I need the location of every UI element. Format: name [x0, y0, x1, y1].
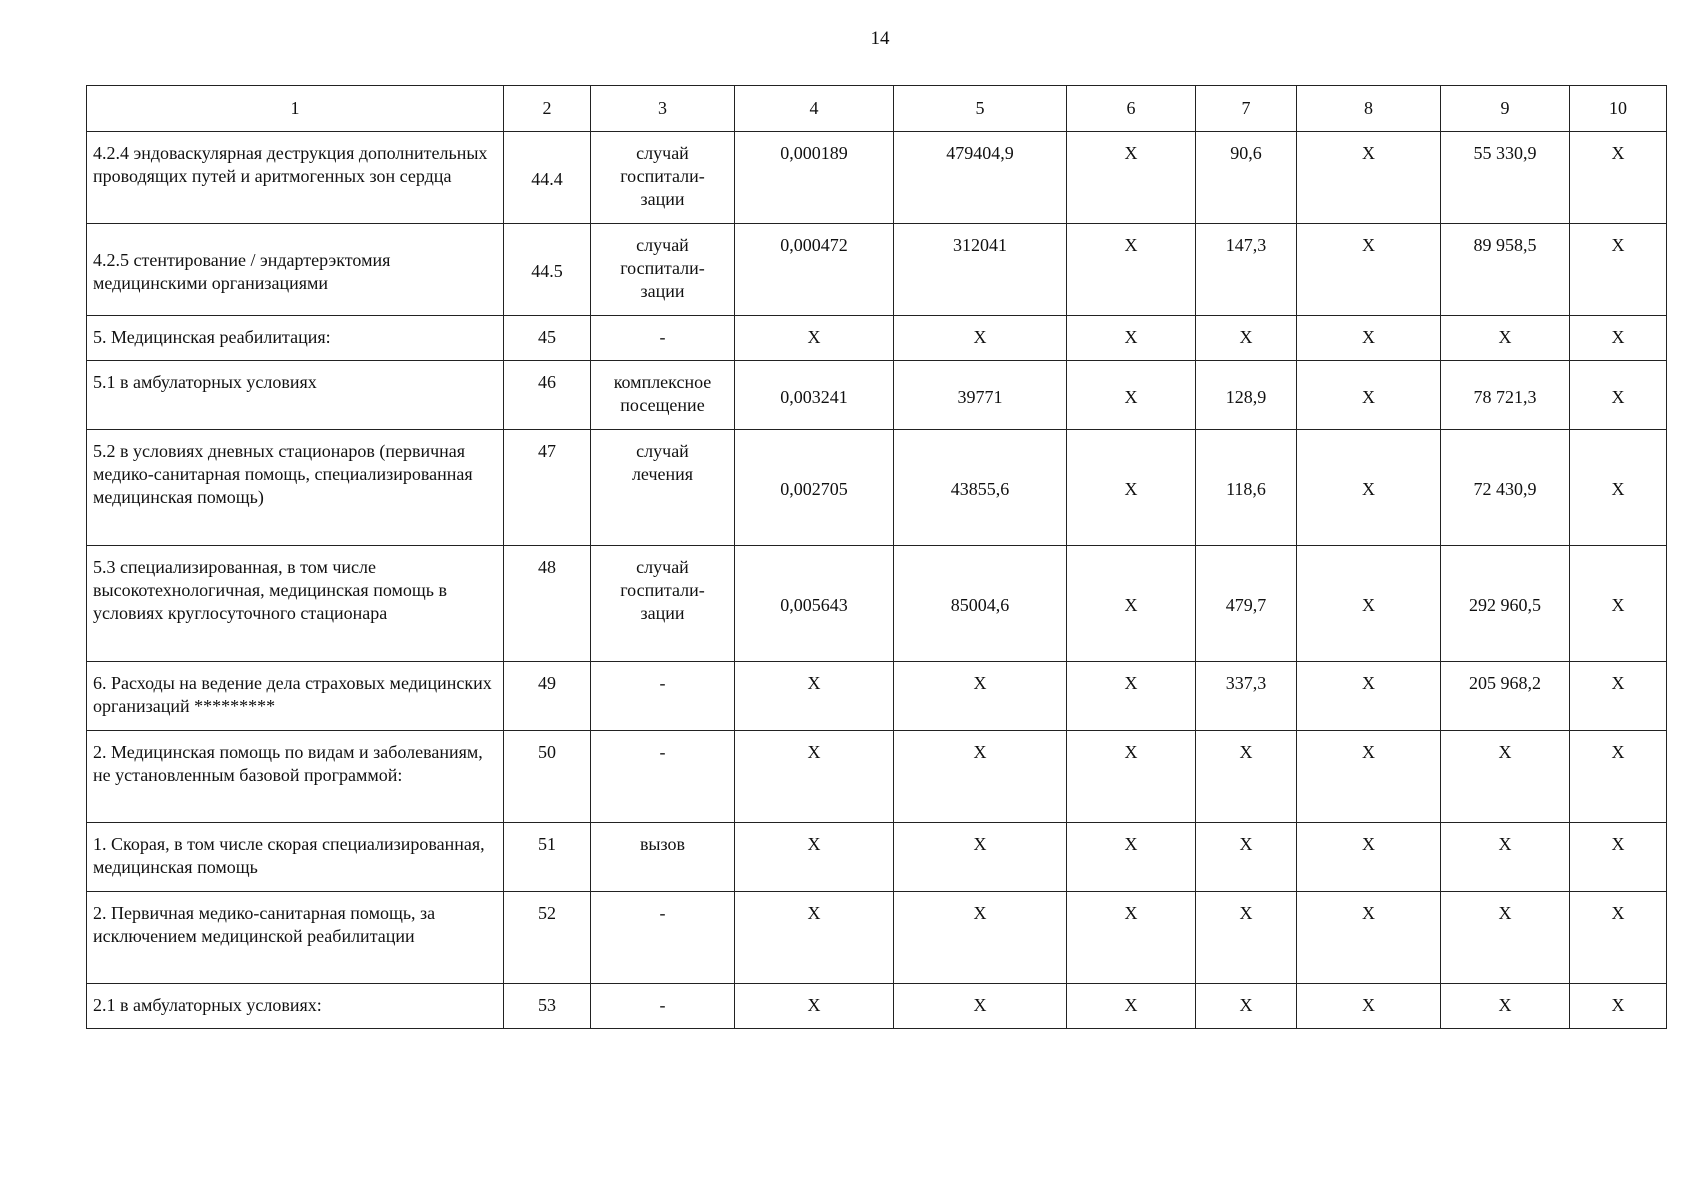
row-name: 5.2 в условиях дневных стационаров (первичная медико-санитарная помощь, специализированная медицинская помощь) — [87, 430, 504, 546]
header-cell: 6 — [1067, 86, 1196, 132]
row-unit: - — [591, 316, 735, 361]
cell-col8: Х — [1297, 430, 1441, 546]
cell-col10: Х — [1570, 316, 1667, 361]
row-code: 46 — [504, 361, 591, 430]
row-name: 1. Скорая, в том числе скорая специализированная, медицинская помощь — [87, 823, 504, 892]
cell-col9: 89 958,5 — [1441, 224, 1570, 316]
row-unit: случай госпитали- зации — [591, 224, 735, 316]
table-row — [87, 892, 1667, 984]
cell-col4: 0,003241 — [735, 361, 894, 430]
row-unit: - — [591, 892, 735, 984]
cell-col10: Х — [1570, 546, 1667, 662]
cell-col4: Х — [735, 662, 894, 731]
row-code: 52 — [504, 892, 591, 984]
cell-col10: Х — [1570, 361, 1667, 430]
cell-col8: Х — [1297, 662, 1441, 731]
cell-col8: Х — [1297, 984, 1441, 1029]
table-row — [87, 731, 1667, 823]
header-cell: 4 — [735, 86, 894, 132]
cell-col5: Х — [894, 892, 1067, 984]
header-cell: 5 — [894, 86, 1067, 132]
cell-col4: Х — [735, 316, 894, 361]
row-code: 50 — [504, 731, 591, 823]
cell-col6: Х — [1067, 430, 1196, 546]
cell-col6: Х — [1067, 316, 1196, 361]
cell-col9: Х — [1441, 892, 1570, 984]
row-code: 44.4 — [504, 132, 591, 224]
cell-col7: Х — [1196, 892, 1297, 984]
cell-col8: Х — [1297, 823, 1441, 892]
cell-col9: Х — [1441, 984, 1570, 1029]
cell-col8: Х — [1297, 731, 1441, 823]
cell-col4: 0,000189 — [735, 132, 894, 224]
cell-col7: Х — [1196, 984, 1297, 1029]
row-code: 49 — [504, 662, 591, 731]
cell-col6: Х — [1067, 731, 1196, 823]
table-row — [87, 662, 1667, 731]
header-cell: 3 — [591, 86, 735, 132]
row-name: 5.3 специализированная, в том числе высокотехнологичная, медицинская помощь в условиях круглосуточного стационара — [87, 546, 504, 662]
row-code: 51 — [504, 823, 591, 892]
cell-col4: Х — [735, 984, 894, 1029]
cell-col9: Х — [1441, 731, 1570, 823]
row-name: 2.1 в амбулаторных условиях: — [87, 984, 504, 1029]
cell-col5: 479404,9 — [894, 132, 1067, 224]
cell-col4: Х — [735, 731, 894, 823]
cell-col6: Х — [1067, 984, 1196, 1029]
cell-col7: 118,6 — [1196, 430, 1297, 546]
cell-col7: 337,3 — [1196, 662, 1297, 731]
row-name: 5. Медицинская реабилитация: — [87, 316, 504, 361]
cell-col5: 43855,6 — [894, 430, 1067, 546]
header-row — [87, 86, 1667, 132]
cell-col4: Х — [735, 892, 894, 984]
cell-col5: Х — [894, 823, 1067, 892]
cell-col4: 0,002705 — [735, 430, 894, 546]
cell-col7: Х — [1196, 823, 1297, 892]
cell-col10: Х — [1570, 731, 1667, 823]
row-unit: случай лечения — [591, 430, 735, 546]
row-code: 45 — [504, 316, 591, 361]
cell-col9: 55 330,9 — [1441, 132, 1570, 224]
row-name: 5.1 в амбулаторных условиях — [87, 361, 504, 430]
cell-col6: Х — [1067, 224, 1196, 316]
cell-col4: 0,005643 — [735, 546, 894, 662]
header-cell: 9 — [1441, 86, 1570, 132]
row-code: 47 — [504, 430, 591, 546]
table-row — [87, 984, 1667, 1029]
cell-col10: Х — [1570, 662, 1667, 731]
header-cell: 1 — [87, 86, 504, 132]
cell-col6: Х — [1067, 132, 1196, 224]
cell-col5: Х — [894, 662, 1067, 731]
cell-col8: Х — [1297, 132, 1441, 224]
row-code: 53 — [504, 984, 591, 1029]
cell-col9: 205 968,2 — [1441, 662, 1570, 731]
cell-col9: 72 430,9 — [1441, 430, 1570, 546]
row-unit: вызов — [591, 823, 735, 892]
cell-col10: Х — [1570, 984, 1667, 1029]
cell-col5: Х — [894, 984, 1067, 1029]
row-code: 48 — [504, 546, 591, 662]
header-cell: 2 — [504, 86, 591, 132]
table-row — [87, 361, 1667, 430]
cell-col6: Х — [1067, 823, 1196, 892]
cell-col7: 479,7 — [1196, 546, 1297, 662]
table-row — [87, 430, 1667, 546]
cell-col10: Х — [1570, 132, 1667, 224]
table-row — [87, 823, 1667, 892]
row-name: 2. Медицинская помощь по видам и заболеваниям, не установленным базовой программой: — [87, 731, 504, 823]
header-cell: 10 — [1570, 86, 1667, 132]
row-name: 6. Расходы на ведение дела страховых медицинских организаций ********* — [87, 662, 504, 731]
row-unit: - — [591, 731, 735, 823]
cell-col9: Х — [1441, 823, 1570, 892]
cell-col6: Х — [1067, 361, 1196, 430]
row-name: 4.2.4 эндоваскулярная деструкция дополнительных проводящих путей и аритмогенных зон сердца — [87, 132, 504, 224]
row-name: 2. Первичная медико-санитарная помощь, за исключением медицинской реабилитации — [87, 892, 504, 984]
row-unit: - — [591, 662, 735, 731]
cell-col5: 312041 — [894, 224, 1067, 316]
row-unit: случай госпитали- зации — [591, 132, 735, 224]
data-table — [86, 85, 1667, 1029]
cell-col8: Х — [1297, 316, 1441, 361]
cell-col4: Х — [735, 823, 894, 892]
cell-col8: Х — [1297, 361, 1441, 430]
cell-col8: Х — [1297, 224, 1441, 316]
cell-col9: 292 960,5 — [1441, 546, 1570, 662]
cell-col10: Х — [1570, 430, 1667, 546]
cell-col7: 90,6 — [1196, 132, 1297, 224]
cell-col6: Х — [1067, 546, 1196, 662]
cell-col5: 85004,6 — [894, 546, 1067, 662]
cell-col8: Х — [1297, 546, 1441, 662]
cell-col9: 78 721,3 — [1441, 361, 1570, 430]
cell-col8: Х — [1297, 892, 1441, 984]
table-row — [87, 132, 1667, 224]
table-row — [87, 316, 1667, 361]
cell-col7: 128,9 — [1196, 361, 1297, 430]
table-row — [87, 546, 1667, 662]
row-unit: комплексное посещение — [591, 361, 735, 430]
table-row — [87, 224, 1667, 316]
cell-col7: Х — [1196, 316, 1297, 361]
cell-col9: Х — [1441, 316, 1570, 361]
cell-col5: Х — [894, 731, 1067, 823]
cell-col4: 0,000472 — [735, 224, 894, 316]
cell-col5: Х — [894, 316, 1067, 361]
header-cell: 7 — [1196, 86, 1297, 132]
row-unit: - — [591, 984, 735, 1029]
cell-col10: Х — [1570, 892, 1667, 984]
cell-col7: 147,3 — [1196, 224, 1297, 316]
row-unit: случай госпитали- зации — [591, 546, 735, 662]
row-code: 44.5 — [504, 224, 591, 316]
cell-col7: Х — [1196, 731, 1297, 823]
cell-col10: Х — [1570, 224, 1667, 316]
row-name: 4.2.5 стентирование / эндартерэктомия медицинскими организациями — [87, 224, 504, 316]
cell-col6: Х — [1067, 662, 1196, 731]
cell-col5: 39771 — [894, 361, 1067, 430]
cell-col10: Х — [1570, 823, 1667, 892]
page-number: 14 — [870, 28, 890, 49]
header-cell: 8 — [1297, 86, 1441, 132]
cell-col6: Х — [1067, 892, 1196, 984]
